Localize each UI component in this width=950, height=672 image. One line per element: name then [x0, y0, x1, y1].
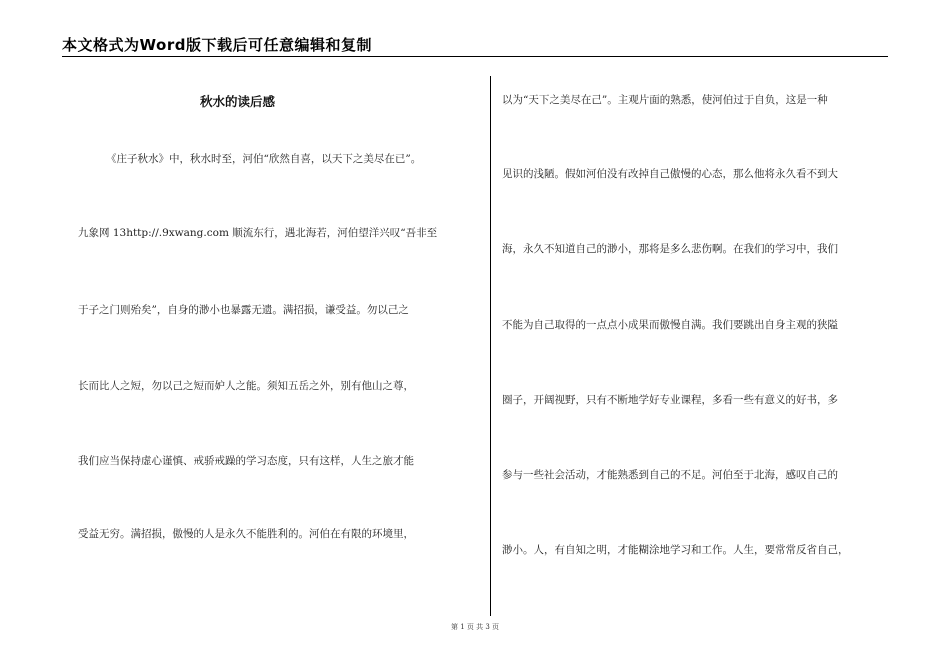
right-text-line: 渺小。人，有自知之明，才能糊涂地学习和工作。人生，要常常反省自己，	[502, 544, 849, 556]
document-header	[62, 30, 888, 57]
left-text-line: 于子之门则殆矣”，自身的渺小也暴露无遗。满招损，谦受益。勿以己之	[78, 304, 409, 316]
left-text-line: 九象网 13http://.9xwang.com 顺流东行，遇北海若，河伯望洋兴叹“吾非至	[78, 227, 438, 239]
right-text-line: 圈子，开阔视野，只有不断地学好专业课程，多看一些有意义的好书，多	[502, 394, 838, 406]
right-text-line: 以为“天下之美尽在己”。主观片面的熟悉，使河伯过于自负，这是一种	[502, 94, 828, 106]
left-text-line: 我们应当保持虚心谨慎、戒骄戒躁的学习态度，只有这样，人生之旅才能	[78, 455, 414, 467]
page-number: 第 1 页 共 3 页	[450, 623, 500, 631]
right-text-line: 海，永久不知道自己的渺小，那将是多么悲伤啊。在我们的学习中，我们	[502, 243, 838, 255]
left-text-line: 长而比人之短，勿以己之短而妒人之能。须知五岳之外，别有他山之尊，	[78, 380, 414, 392]
right-text-line: 见识的浅陋。假如河伯没有改掉自己傲慢的心态，那么他将永久看不到大	[502, 168, 838, 180]
column-divider	[490, 76, 491, 616]
right-text-line: 参与一些社会活动，才能熟悉到自己的不足。河伯至于北海，感叹自己的	[502, 469, 838, 481]
header-banner-text: 本文格式为Word版下载后可任意编辑和复制	[62, 36, 372, 54]
left-text-line: 《庄子秋水》中，秋水时至，河伯“欣然自喜，以天下之美尽在已”。	[106, 153, 422, 165]
document-title: 秋水的读后感	[200, 94, 276, 109]
right-text-line: 不能为自己取得的一点点小成果而傲慢自满。我们要跳出自身主观的狭隘	[502, 319, 838, 331]
left-text-line: 受益无穷。满招损，傲慢的人是永久不能胜利的。河伯在有限的环境里，	[78, 528, 414, 540]
